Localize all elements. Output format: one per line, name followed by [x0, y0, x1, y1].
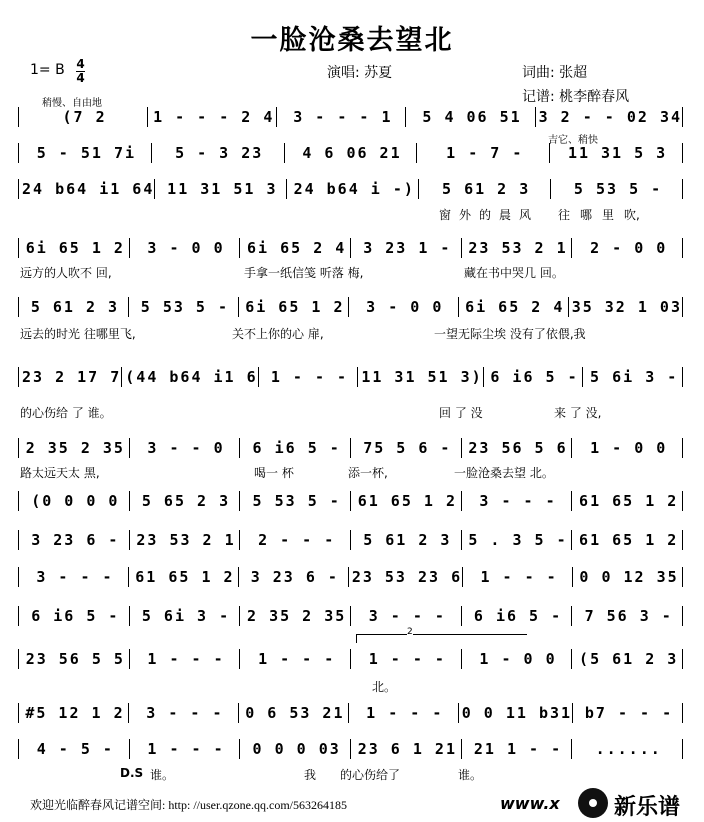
lyric-phrase: 来 了 没,: [554, 406, 602, 420]
measure: 1 - 7 -: [446, 144, 524, 162]
lyric-phrase: 一脸沧桑去望 北。: [454, 466, 554, 480]
measure: b7 - - -: [584, 704, 674, 722]
measure: 5 - 51 7i: [36, 144, 137, 162]
measure: (44 b64 i1 6: [125, 368, 258, 386]
measure: (5 61 2 3: [579, 650, 679, 668]
lyric-syllable: 晨: [499, 208, 512, 222]
staff-line: [18, 104, 686, 130]
lyric-phrase: 远去的时光 往哪里飞,: [20, 327, 136, 341]
measure: 11 31 5 3: [567, 144, 668, 162]
measure: 5 6i 3 -: [141, 607, 231, 625]
lyric-phrase: 远方的人吹不 回,: [20, 266, 112, 280]
measure: 2 - - -: [258, 531, 336, 549]
lyrics-line-5: [18, 325, 686, 341]
measure: 3 2 - - 02 34: [538, 108, 683, 126]
measure: 5 53 5 -: [573, 180, 663, 198]
lyric-syllable: 风: [519, 208, 532, 222]
measure: 1 - - -: [480, 568, 558, 586]
barline: [682, 179, 686, 199]
measure: 3 - - 0: [147, 439, 225, 457]
measure: 23 56 5 6: [468, 439, 568, 457]
staff-line: [18, 736, 686, 762]
measure: 0 0 12 35: [579, 568, 679, 586]
footer-text: 欢迎光临醉春风记谱空间: http: //user.qzone.qq.com/563264185: [30, 798, 347, 812]
measure: 6i 65 1 2: [25, 239, 125, 257]
measure: 21 1 - -: [473, 740, 563, 758]
lyric-phrase: 北。: [372, 680, 397, 694]
lyric-syllable: 里: [602, 208, 615, 222]
lyrics-line-3: [18, 206, 686, 222]
site-logo: [564, 786, 704, 822]
measure: 3 - - -: [146, 704, 224, 722]
staff-line: [18, 364, 686, 390]
staff-line: [18, 140, 686, 166]
staff-line: [18, 646, 686, 672]
staff-line: [18, 700, 686, 726]
measure: 1 - - - 2 4: [153, 108, 275, 126]
guitar-marking: 吉它、稍快: [548, 135, 598, 146]
measure: 61 65 1 2: [135, 568, 235, 586]
measure: 0 6 53 21: [245, 704, 345, 722]
barline: [682, 703, 686, 723]
measure: 23 53 23 6: [351, 568, 463, 586]
tempo-marking: 稍慢、自由地: [42, 98, 102, 109]
measure: 1 - - -: [366, 704, 444, 722]
staff-line: [18, 527, 686, 553]
measure: 3 - - - 1: [293, 108, 393, 126]
measure: 5 . 3 5 -: [468, 531, 568, 549]
lyric-syllable: 外: [459, 208, 472, 222]
barline: [682, 143, 686, 163]
measure: 5 53 5 -: [252, 492, 341, 510]
measure: 3 - - -: [36, 568, 114, 586]
measure: 23 56 5 5: [25, 650, 125, 668]
measure: 1 - - -: [258, 650, 336, 668]
lyric-phrase: 回 了 没: [439, 406, 483, 420]
staff-line: [18, 435, 686, 461]
barline: [682, 491, 686, 511]
lyric-phrase: 的心伤给 了 谁。: [20, 406, 112, 420]
measure: 3 23 1 -: [363, 239, 452, 257]
measure: 1 - - -: [270, 368, 349, 386]
volta-bracket: [356, 627, 527, 643]
lyric-phrase: 一望无际尘埃 没有了依偎,我: [434, 327, 586, 341]
measure: 2 - 0 0: [590, 239, 668, 257]
lyric-phrase: 添一杯,: [348, 466, 388, 480]
lyric-phrase: 谁。: [150, 768, 175, 782]
measure: 1 - 0 0: [590, 439, 668, 457]
measure: 0 0 0 03: [252, 740, 341, 758]
measure: 3 23 6 -: [250, 568, 339, 586]
key-signature: 1= B: [30, 62, 65, 78]
lyric-phrase: 藏在书中哭几 回。: [464, 266, 564, 280]
measure: 1 - - -: [368, 650, 446, 668]
lyric-syllable: 哪: [580, 208, 593, 222]
barline: [682, 297, 686, 317]
measure: 61 65 1 2: [357, 492, 457, 510]
lyrics-line-14: [18, 766, 686, 782]
lyric-phrase: 谁。: [458, 768, 483, 782]
lyrics-line-6: [18, 404, 686, 420]
measure: 6i 65 2 4: [247, 239, 347, 257]
staff-line: [18, 294, 686, 320]
measure: 1 - - -: [147, 650, 225, 668]
dal-segno-mark: D.S: [120, 766, 144, 780]
measure: 1 - - -: [147, 740, 225, 758]
staff-line: [18, 564, 686, 590]
measure: 23 2 17 7: [22, 368, 122, 386]
watermark-url: www.x: [500, 794, 560, 813]
time-sig-top: 4: [76, 57, 85, 71]
lyric-phrase: 的心伤给了: [340, 768, 401, 782]
barline: [682, 530, 686, 550]
lyric-phrase: 关不上你的心 扉,: [232, 327, 324, 341]
measure: 3 23 6 -: [31, 531, 120, 549]
measure: 6 i6 5 -: [252, 439, 341, 457]
lyric-phrase: 手拿一纸信笺 听落 梅,: [244, 266, 364, 280]
lyric-phrase: 我: [304, 768, 317, 782]
measure: 5 61 2 3: [363, 531, 452, 549]
barline: [682, 107, 686, 127]
measure: 1 - 0 0: [479, 650, 557, 668]
measure: 6i 65 2 4: [465, 298, 565, 316]
measure: 5 4 06 51: [422, 108, 522, 126]
barline: [682, 567, 686, 587]
measure: 0 0 11 b31: [461, 704, 573, 722]
measure: 24 b64 i -): [293, 180, 415, 198]
measure: 3 - - -: [368, 607, 446, 625]
barline: [682, 438, 686, 458]
barline: [682, 649, 686, 669]
time-sig-bottom: 4: [76, 71, 85, 85]
measure: 5 - 3 23: [175, 144, 264, 162]
measure: (7 2: [62, 108, 107, 126]
lyric-syllable: 窗: [439, 208, 452, 222]
measure: 6 i6 5 -: [473, 607, 563, 625]
measure: 5 53 5 -: [140, 298, 230, 316]
measure: 6 i6 5 -: [31, 607, 120, 625]
measure: ......: [595, 740, 662, 758]
time-signature: [76, 59, 85, 84]
measure: 24 b64 i1 64: [22, 180, 155, 198]
measure: 6 i6 5 -: [490, 368, 579, 386]
lyricist-credit: 词曲: 张超: [522, 65, 588, 81]
measure: 23 53 2 1: [136, 531, 236, 549]
lyrics-line-7: [18, 464, 686, 480]
measure: 11 31 51 3): [361, 368, 483, 386]
measure: 6i 65 1 2: [245, 298, 345, 316]
measure: 5 6i 3 -: [590, 368, 679, 386]
staff-line: [18, 235, 686, 261]
lyric-syllable: 的: [479, 208, 492, 222]
barline: [682, 739, 686, 759]
measure: 11 31 51 3: [167, 180, 278, 198]
measure: 2 35 2 35: [247, 607, 347, 625]
measure: 2 35 2 35: [25, 439, 125, 457]
measure: 23 53 2 1: [468, 239, 568, 257]
barline: [682, 238, 686, 258]
song-title: 一脸沧桑去望北: [250, 25, 454, 56]
barline: [682, 606, 686, 626]
measure: 61 65 1 2: [579, 492, 679, 510]
transcriber-credit: 记谱: 桃李醉春风: [522, 89, 630, 105]
volta-number: 2: [407, 627, 413, 637]
measure: 35 32 1 03: [571, 298, 682, 316]
measure: 4 - 5 -: [36, 740, 114, 758]
measure: 61 65 1 2: [579, 531, 679, 549]
singer-credit: 演唱: 苏夏: [327, 65, 393, 81]
staff-line: [18, 603, 686, 629]
lyrics-line-4: [18, 264, 686, 280]
lyric-syllable: 吹,: [624, 208, 640, 222]
measure: 3 - 0 0: [147, 239, 225, 257]
measure: 5 61 2 3: [442, 180, 531, 198]
lyric-syllable: 往: [558, 208, 571, 222]
record-icon: [578, 788, 608, 818]
barline: [682, 367, 686, 387]
measure: 3 - - -: [479, 492, 557, 510]
staff-line: [18, 488, 686, 514]
measure: 23 6 1 21: [357, 740, 457, 758]
staff-line: [18, 176, 686, 202]
measure: 75 5 6 -: [363, 439, 452, 457]
measure: 5 65 2 3: [141, 492, 231, 510]
measure: 4 6 06 21: [302, 144, 402, 162]
lyrics-line-12: [18, 678, 686, 694]
logo-text: 新乐谱: [614, 795, 681, 820]
lyric-phrase: 路太远天太 黑,: [20, 466, 100, 480]
measure: (0 0 0 0: [31, 492, 120, 510]
measure: #5 12 1 2: [25, 704, 125, 722]
measure: 5 61 2 3: [30, 298, 120, 316]
lyric-phrase: 喝一 杯: [254, 466, 294, 480]
measure: 3 - 0 0: [366, 298, 444, 316]
measure: 7 56 3 -: [584, 607, 673, 625]
